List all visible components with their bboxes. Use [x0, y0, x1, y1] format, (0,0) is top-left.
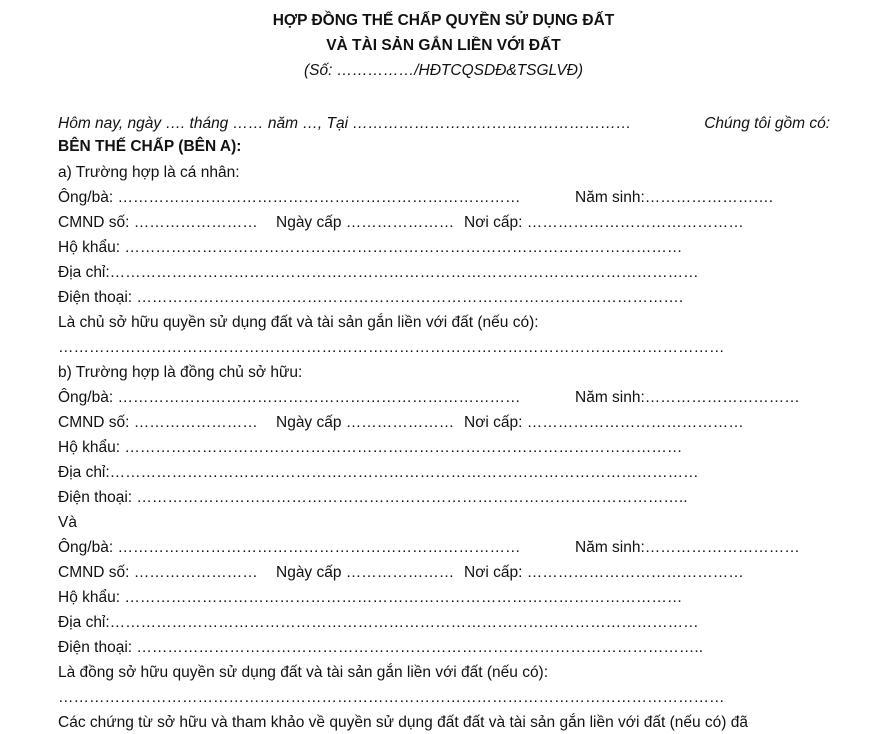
- co-owner-1-birth-year-field: Năm sinh:…………………………: [575, 389, 800, 406]
- date-location-line: [58, 113, 832, 135]
- co-owner-1-id-number-field: CMND số: ……………………: [58, 414, 258, 431]
- co-owner-2-household-field: Hộ khẩu: ………………………………………………………………………………………………: [58, 589, 683, 606]
- co-owner-2-birth-year-field: Năm sinh:…………………………: [575, 539, 800, 556]
- co-owner-2-issue-date-field: Ngày cấp …………………: [276, 564, 455, 581]
- individual-issue-date-field: Ngày cấp …………………: [276, 214, 455, 231]
- individual-name-row: [58, 187, 832, 209]
- we-include-text: Chúng tôi gồm có:: [704, 115, 830, 132]
- co-owner-2-id-row: [58, 562, 832, 584]
- co-owner-2-phone-field: Điện thoại: ………………………………………………………………………………………………..: [58, 639, 704, 656]
- co-owner-dots: …………………………………………………………………………………………………………………: [58, 689, 725, 706]
- co-owner-1-address-field: Địa chỉ:……………………………………………………………………………………………………: [58, 464, 699, 481]
- individual-owner-line: Là chủ sở hữu quyền sử dụng đất và tài sản gắn liền với đất (nếu có):: [58, 314, 539, 331]
- co-owner-1-phone-field: Điện thoại: ……………………………………………………………………………………………..: [58, 489, 688, 506]
- individual-birth-year-field: Năm sinh:…………………….: [575, 189, 774, 206]
- date-location-text: Hôm nay, ngày …. tháng …… năm …, Tại ………………………………………………: [58, 115, 632, 132]
- co-owner-1-issue-date-field: Ngày cấp …………………: [276, 414, 455, 431]
- individual-address-field: Địa chỉ:……………………………………………………………………………………………………: [58, 264, 699, 281]
- and-connector: Và: [58, 514, 77, 531]
- party-a-heading: BÊN THẾ CHẤP (BÊN A):: [58, 138, 242, 155]
- co-owner-1-name-field: Ông/bà: ……………………………………………………………………: [58, 389, 521, 406]
- document-title-line-1: HỢP ĐỒNG THẾ CHẤP QUYỀN SỬ DỤNG ĐẤT: [272, 12, 615, 29]
- co-owner-1-issue-place-field: Nơi cấp: ……………………………………: [464, 414, 744, 431]
- co-owner-2-name-field: Ông/bà: ……………………………………………………………………: [58, 539, 521, 556]
- individual-household-field: Hộ khẩu: ………………………………………………………………………………………………: [58, 239, 683, 256]
- co-owner-1-name-row: [58, 387, 832, 409]
- co-owner-line: Là đồng sở hữu quyền sử dụng đất và tài sản gắn liền với đất (nếu có):: [58, 664, 549, 681]
- contract-number-line: (Số: ……………/HĐTCQSDĐ&TSGLVĐ): [303, 62, 584, 79]
- documents-line: Các chứng từ sở hữu và tham khảo về quyền sử dụng đất đất và tài sản gắn liền với đất (nếu có) đã: [58, 714, 748, 731]
- case-individual-heading: a) Trường hợp là cá nhân:: [58, 164, 240, 181]
- case-co-owner-heading: b) Trường hợp là đồng chủ sở hữu:: [58, 364, 303, 381]
- co-owner-1-household-field: Hộ khẩu: ………………………………………………………………………………………………: [58, 439, 683, 456]
- individual-issue-place-field: Nơi cấp: ……………………………………: [464, 214, 744, 231]
- co-owner-2-address-field: Địa chỉ:……………………………………………………………………………………………………: [58, 614, 699, 631]
- individual-id-number-field: CMND số: ……………………: [58, 214, 258, 231]
- individual-owner-dots: …………………………………………………………………………………………………………………: [58, 339, 725, 356]
- co-owner-1-id-row: [58, 412, 832, 434]
- co-owner-2-id-number-field: CMND số: ……………………: [58, 564, 258, 581]
- individual-phone-field: Điện thoại: …………………………………………………………………………………………….: [58, 289, 684, 306]
- co-owner-2-issue-place-field: Nơi cấp: ……………………………………: [464, 564, 744, 581]
- individual-id-row: [58, 212, 832, 234]
- individual-name-field: Ông/bà: ……………………………………………………………………: [58, 189, 521, 206]
- co-owner-2-name-row: [58, 537, 832, 559]
- document-title-line-2: VÀ TÀI SẢN GẮN LIỀN VỚI ĐẤT: [326, 37, 561, 54]
